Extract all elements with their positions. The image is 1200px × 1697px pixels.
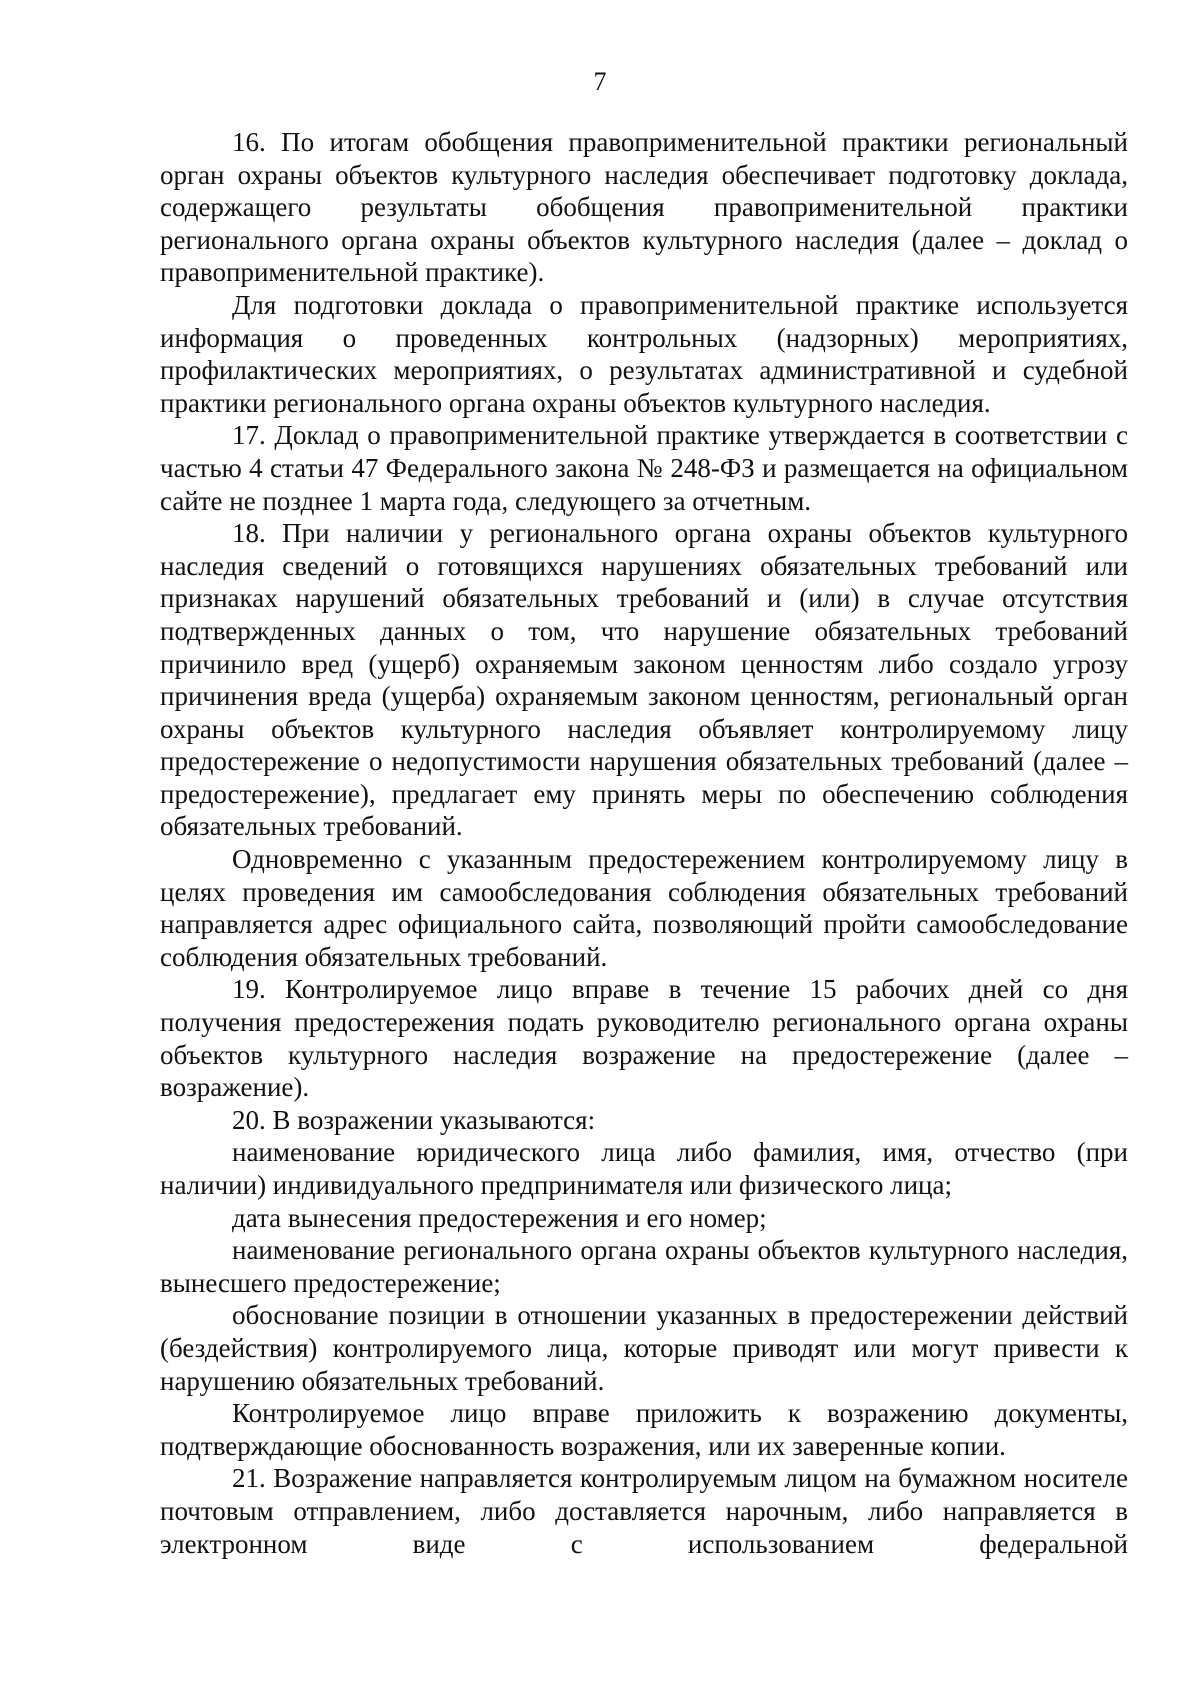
objection-item-justification: обоснование позиции в отношении указанных в предостережении действий (бездействия) контролируемого лица, которые приводят или могут привести к нарушению обязательных требований. xyxy=(160,1300,1128,1396)
paragraph-17: 17. Доклад о правоприменительной практике утверждается в соответствии с частью 4 статьи 47 Федерального закона № 248-ФЗ и размещается на официальном сайте не позднее 1 марта года, следующего за отчетным. xyxy=(160,420,1128,516)
paragraph-16-continuation: Для подготовки доклада о правоприменительной практике используется информация о проведенных контрольных (надзорных) мероприятиях, профилактических мероприятиях, о результатах административной и судебной практики регионального органа охраны объектов культурного наследия. xyxy=(160,289,1128,418)
objection-attachments: Контролируемое лицо вправе приложить к возражению документы, подтверждающие обоснованность возражения, или их заверенные копии. xyxy=(160,1398,1128,1461)
paragraph-16: 16. По итогам обобщения правоприменительной практики региональный орган охраны объектов культурного наследия обеспечивает подготовку доклада, содержащего результаты обобщения правоприменительной практики регионального органа охраны объектов культурного наследия (далее – доклад о правоприменительной практике). xyxy=(160,127,1128,288)
objection-item-date: дата вынесения предостережения и его номер; xyxy=(232,1202,767,1233)
objection-item-authority: наименование регионального органа охраны объектов культурного наследия, вынесшего предостережение; xyxy=(160,1235,1128,1298)
objection-item-name: наименование юридического лица либо фамилия, имя, отчество (при наличии) индивидуального предпринимателя или физического лица; xyxy=(160,1137,1128,1200)
document-body xyxy=(160,126,1128,1560)
page-number: 7 xyxy=(593,67,607,96)
paragraph-21: 21. Возражение направляется контролируемым лицом на бумажном носителе почтовым отправлением, либо доставляется нарочным, либо направляется в электронном виде с использованием федеральной xyxy=(160,1463,1128,1559)
paragraph-18-continuation: Одновременно с указанным предостережением контролируемому лицу в целях проведения им самообследования соблюдения обязательных требований направляется адрес официального сайта, позволяющий пройти самообследование соблюдения обязательных требований. xyxy=(160,844,1128,972)
paragraph-18: 18. При наличии у регионального органа охраны объектов культурного наследия сведений о готовящихся нарушениях обязательных требований или признаках нарушений обязательных требований и (или) в случае отсутствия подтвержденных данных о том, что нарушение обязательных требований причинило вред (ущерб) охраняемым законом ценностям либо создало угрозу причинения вреда (ущерба) охраняемым законом ценностям, региональный орган охраны объектов культурного наследия объявляет контролируемому лицу предостережение о недопустимости нарушения обязательных требований (далее – предостережение), предлагает ему принять меры по обеспечению соблюдения обязательных требований. xyxy=(160,518,1128,842)
paragraph-19: 19. Контролируемое лицо вправе в течение 15 рабочих дней со дня получения предостережения подать руководителю регионального органа охраны объектов культурного наследия возражение на предостережение (далее – возражение). xyxy=(160,974,1128,1103)
paragraph-20: 20. В возражении указываются: xyxy=(232,1104,596,1135)
